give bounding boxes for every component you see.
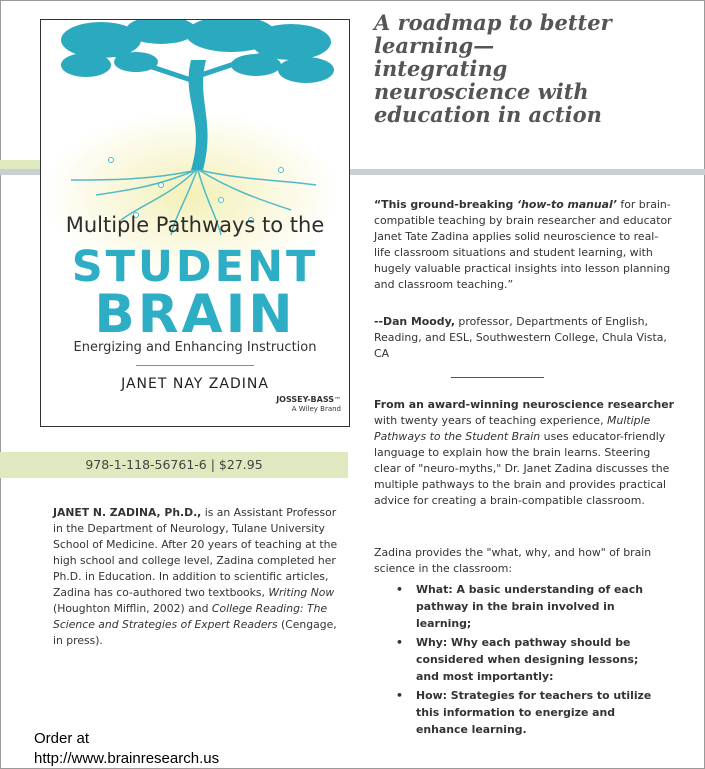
list-item: • What: A basic understanding of each pathway in the brain involved in learning; xyxy=(396,583,643,630)
headline: A roadmap to better learning— integrating neuroscience with education in action xyxy=(374,10,612,127)
list-item: • How: Strategies for teachers to utilize this information to energize and enhance learning. xyxy=(396,689,652,736)
cover-rule xyxy=(136,365,254,366)
bio-book1: Writing Now xyxy=(268,586,335,599)
publisher-logo: JOSSEY-BASS™ A Wiley Brand xyxy=(276,395,341,413)
cover-title-line1: Multiple Pathways to the xyxy=(65,213,325,237)
order-info xyxy=(34,729,219,769)
description-book-title: Multiple Pathways to the Student Brain xyxy=(374,414,651,443)
publisher-name: JOSSEY-BASS xyxy=(276,395,334,404)
order-label: Order at xyxy=(34,730,90,747)
book-description: From an award-winning neuroscience researcher with twenty years of teaching experience, Multiple Pathways to the Student Brain uses educator-friendly language to explain how the brain learns. Steering clear of "neuro-myths," Dr. Janet Zadina discusses the multiple pathways to the brain and provides practical advice for creating a brain-compatible classroom. xyxy=(374,398,674,507)
cover-title-line3: BRAIN xyxy=(94,284,296,345)
isbn-price: 978-1-118-56761-6 | $27.95 xyxy=(85,457,263,472)
description-intro: Zadina provides the "what, why, and how" of brain science in the classroom: xyxy=(374,546,652,575)
order-link[interactable]: http://www.brainresearch.us xyxy=(34,750,220,767)
endorsement-quote: “This ground-breaking ‘how-to manual’ for brain-compatible teaching by brain researcher and educator Janet Tate Zadina applies solid neuroscience to real-life classroom situations and student learning, with hugely valuable practical insights into lesson planning and classroom teaching.” xyxy=(374,198,672,291)
benefit-list xyxy=(394,581,656,740)
publisher-sub: A Wiley Brand xyxy=(291,405,341,413)
cover-subtitle: Energizing and Enhancing Instruction xyxy=(73,340,317,355)
bio-book2: College Reading: The Science and Strategies of Expert Readers xyxy=(53,602,328,631)
cover-author: JANET NAY ZADINA xyxy=(121,376,269,392)
bio-name: JANET N. ZADINA, Ph.D., xyxy=(53,506,202,519)
section-divider xyxy=(451,377,544,378)
list-item: • Why: Why each pathway should be considered when designing lessons; and most importantly: xyxy=(396,636,639,683)
cover-title-line2: STUDENT xyxy=(71,242,319,292)
book-cover xyxy=(40,19,350,427)
author-bio: JANET N. ZADINA, Ph.D., is an Assistant Professor in the Department of Neurology, Tulane University School of Medicine. After 20 years of teaching at the high school and college level, Zadina completed her Ph.D. in Education. In addition to scientific articles, Zadina has co-authored two textbooks, Writing Now (Houghton Mifflin, 2002) and College Reading: The Science and Strategies of Expert Readers (Cengage, in press). xyxy=(53,506,338,647)
endorsement-attribution: --Dan Moody, professor, Departments of English, Reading, and ESL, Southwestern College, Chula Vista, CA xyxy=(374,315,667,360)
